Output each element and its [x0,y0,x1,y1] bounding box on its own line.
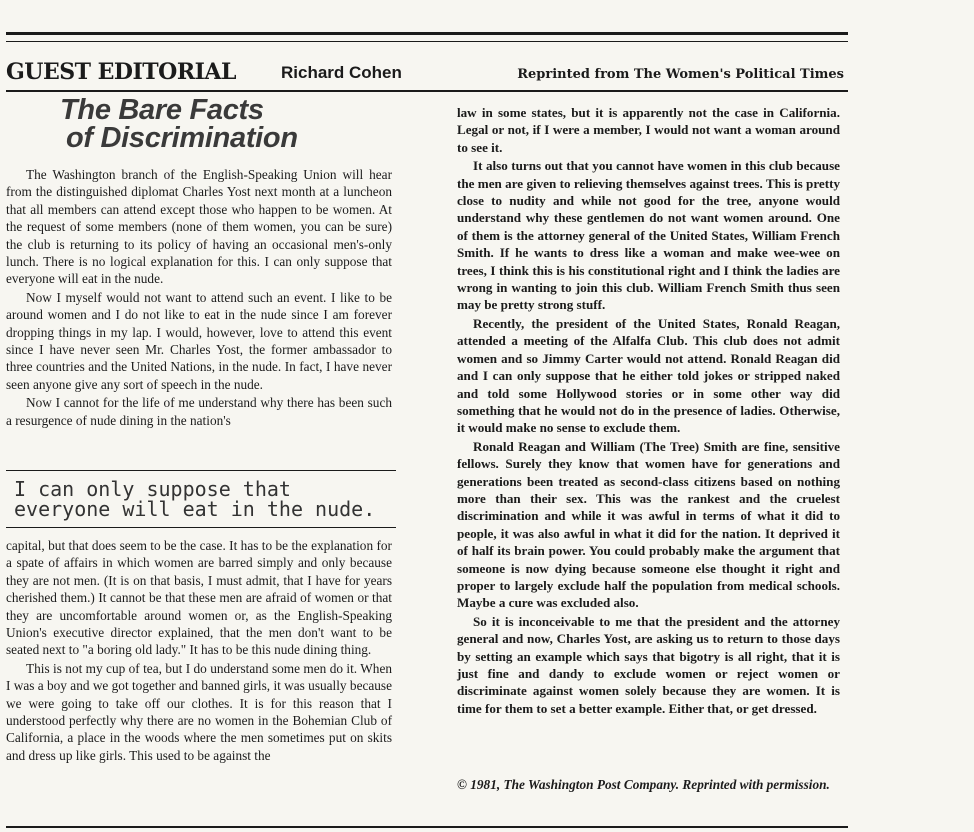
pull-quote [6,470,396,528]
pull-quote-line-2: everyone will eat in the nude. [14,497,376,521]
paragraph: Now I myself would not want to attend such an event. I like to be around women and I do not like to eat in the nude since I am forever dropping things in my lap. I would, however, love to attend this event since I have never seen Mr. Charles Yost, the former ambassador to three countries and the United Nations, in the nude. In fact, I have never seen anyone give any sort of speech in the nude. [6,289,392,392]
column-1-top [6,166,392,430]
top-rule-thick [6,32,848,35]
headline-line-1: The Bare Facts [60,94,264,126]
top-rule-thin [6,41,848,42]
paragraph: The Washington branch of the English-Speaking Union will hear from the distinguished diplomat Charles Yost next month at a luncheon that all members can attend except those who happen to be women. At the request of some members (none of them women, you can be sure) the club is returning to its policy of having an occasional men's-only lunch. There is no logical explanation for this. I can only suppose that everyone will eat in the nude. [6,167,392,287]
paragraph: So it is inconceivable to me that the president and the attorney general and now, Charles Yost, are asking us to return to those days by setting an example which says that bigotry is all right, that it is just fine and dandy to exclude women or reject women or discriminate against women solely because they are women. It is time for them to set a better example. Either that, or get dressed. [457,613,840,716]
article-headline [60,96,390,152]
reprint-source: Reprinted from The Women's Political Times [517,67,844,82]
author-byline: Richard Cohen [281,63,402,82]
column-1-bottom [6,537,392,765]
header-rule [6,90,848,92]
paragraph: Ronald Reagan and William (The Tree) Smith are fine, sensitive fellows. Surely they know that women have for generations and generations been treated as second-class citizens based on nothing more than their sex. This was the rankest and the cruelest discrimination and while it was awful in terms of what it did to people, it was also awful in what it did for the nation. It deprived it of half its brain power. You could probably make the argument that someone is now dying because someone else thought it right and proper to largely exclude half the population from medical schools. Maybe a cure was excluded also. [457,438,840,611]
paragraph: This is not my cup of tea, but I do understand some men do it. When I was a boy and we got together and banned girls, it was usually because we were going to take off our clothes. It is for this reason that I understood perfectly why there are no women in the Bohemian Club of California, a place in the woods where the men sometimes put on skits and dress up like girls. This used to be against the [6,660,392,763]
paragraph: capital, but that does seem to be the case. It has to be the explanation for a spate of affairs in which women are barred simply and only because they are not men. (It is on that basis, I must admit, that I have for years cherished them.) It cannot be that these men are afraid of women or that they are uncomfortable around women or, as the English-Speaking Union's executive director explained, that the men don't want to be seated next to "a boring old lady." It has to be this nude dining thing. [6,538,392,658]
headline-line-2: of Discrimination [66,122,298,154]
editorial-header [6,59,848,89]
paragraph: It also turns out that you cannot have women in this club because the men are given to relieving themselves against trees. This is pretty close to nudity and while not good for the tree, anyone would understand why these gentlemen do not want women around. One of them is the attorney general of the United States, William French Smith. If he wants to dress like a woman and make wee-wee on trees, I think this is his constitutional right and I think the ladies are wrong in wanting to join this club. William French Smith thus seen may be pretty strong stuff. [457,158,840,313]
paragraph: Now I cannot for the life of me understand why there has been such a resurgence of nude dining in the nation's [6,395,392,428]
bottom-rule [6,826,848,828]
pull-quote-text [14,479,375,519]
copyright-notice: © 1981, The Washington Post Company. Reprinted with permission. [457,777,830,792]
paragraph: law in some states, but it is apparently not the case in California. Legal or not, if I were a member, I would not want a woman around to see it. [457,105,840,155]
pull-quote-line-1: I can only suppose that [14,477,291,501]
paragraph: Recently, the president of the United States, Ronald Reagan, attended a meeting of the Alfalfa Club. This club does not admit women and so Jimmy Carter would not attend. Ronald Reagan did and I can only suppose that he either told jokes or stripped naked and told some Hollywood stories or in some other way did something that he would not do in the presence of ladies. Otherwise, it would make no sense to exclude them. [457,315,840,436]
section-kicker: GUEST EDITORIAL [6,59,236,85]
column-2 [457,104,840,718]
